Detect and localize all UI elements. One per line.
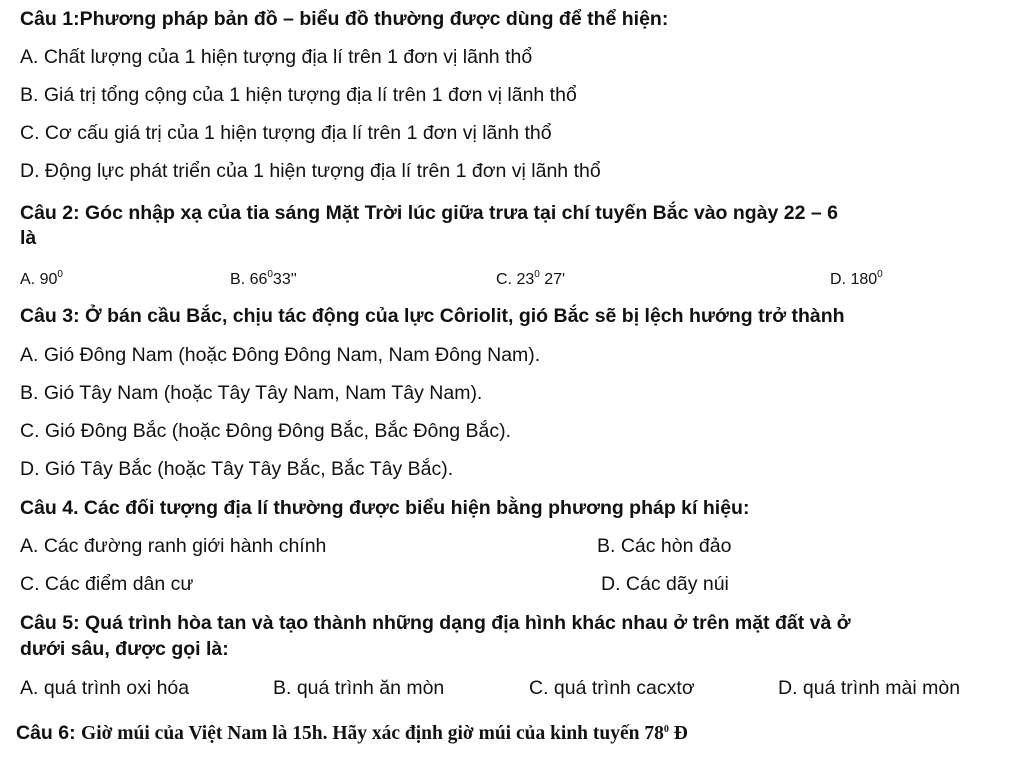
question-2-option-c: C. $23^0$ 27' (496, 269, 566, 288)
question-5-option-a: A. quá trình oxi hóa (20, 677, 190, 699)
question-2-title-cont: là (20, 227, 37, 249)
question-1-option-a: A. Chất lượng của 1 hiện tượng địa lí trên 1 đơn vị lãnh thổ (20, 46, 533, 68)
question-3-option-d: D. Gió Tây Bắc (hoặc Tây Tây Bắc, Bắc Tây Bắc). (20, 458, 454, 480)
question-2-option-b: B. $66^033''$ (230, 269, 297, 288)
question-1-option-d: D. Động lực phát triển của 1 hiện tượng địa lí trên 1 đơn vị lãnh thổ (20, 160, 601, 182)
question-1-option-c: C. Cơ cấu giá trị của 1 hiện tượng địa lí trên 1 đơn vị lãnh thổ (20, 122, 552, 144)
question-3-option-c: C. Gió Đông Bắc (hoặc Đông Đông Bắc, Bắc Đông Bắc). (20, 420, 512, 442)
question-4-title: Câu 4. Các đối tượng địa lí thường được biểu hiện bằng phương pháp kí hiệu: (20, 497, 750, 519)
question-5-title: Câu 5: Quá trình hòa tan và tạo thành những dạng địa hình khác nhau ở trên mặt đất và ở (20, 612, 851, 634)
question-6-text: Giờ múi của Việt Nam là 15h. Hãy xác định giờ múi của kinh tuyến $78^0$ Đ (81, 723, 688, 744)
question-4-option-d: D. Các dãy núi (601, 573, 729, 595)
question-5-option-b: B. quá trình ăn mòn (273, 677, 445, 699)
question-5-option-d: D. quá trình mài mòn (778, 677, 961, 699)
question-2-option-d: D. $180^0$ (830, 269, 883, 288)
question-4-option-a: A. Các đường ranh giới hành chính (20, 535, 327, 557)
question-6 (16, 719, 688, 745)
question-3-option-a: A. Gió Đông Nam (hoặc Đông Đông Nam, Nam Đông Nam). (20, 344, 541, 366)
question-3-option-b: B. Gió Tây Nam (hoặc Tây Tây Nam, Nam Tây Nam). (20, 382, 483, 404)
question-1-title: Câu 1:Phương pháp bản đồ – biểu đồ thường được dùng để thể hiện: (20, 8, 669, 30)
question-4-option-c: C. Các điểm dân cư (20, 573, 194, 595)
question-4-option-b: B. Các hòn đảo (597, 535, 732, 557)
question-5-title-cont: dưới sâu, được gọi là: (20, 638, 229, 660)
question-3-title: Câu 3: Ở bán cầu Bắc, chịu tác động của lực Côriolit, gió Bắc sẽ bị lệch hướng trở thành (20, 305, 845, 327)
question-5-option-c: C. quá trình cacxtơ (529, 677, 695, 699)
question-6-label: Câu 6: (16, 722, 76, 744)
question-2-title: Câu 2: Góc nhập xạ của tia sáng Mặt Trời lúc giữa trưa tại chí tuyến Bắc vào ngày 22 – 6 (20, 202, 839, 224)
question-1-option-b: B. Giá trị tổng cộng của 1 hiện tượng địa lí trên 1 đơn vị lãnh thổ (20, 84, 577, 106)
question-2-option-a: A. $90^0$ (20, 269, 63, 288)
